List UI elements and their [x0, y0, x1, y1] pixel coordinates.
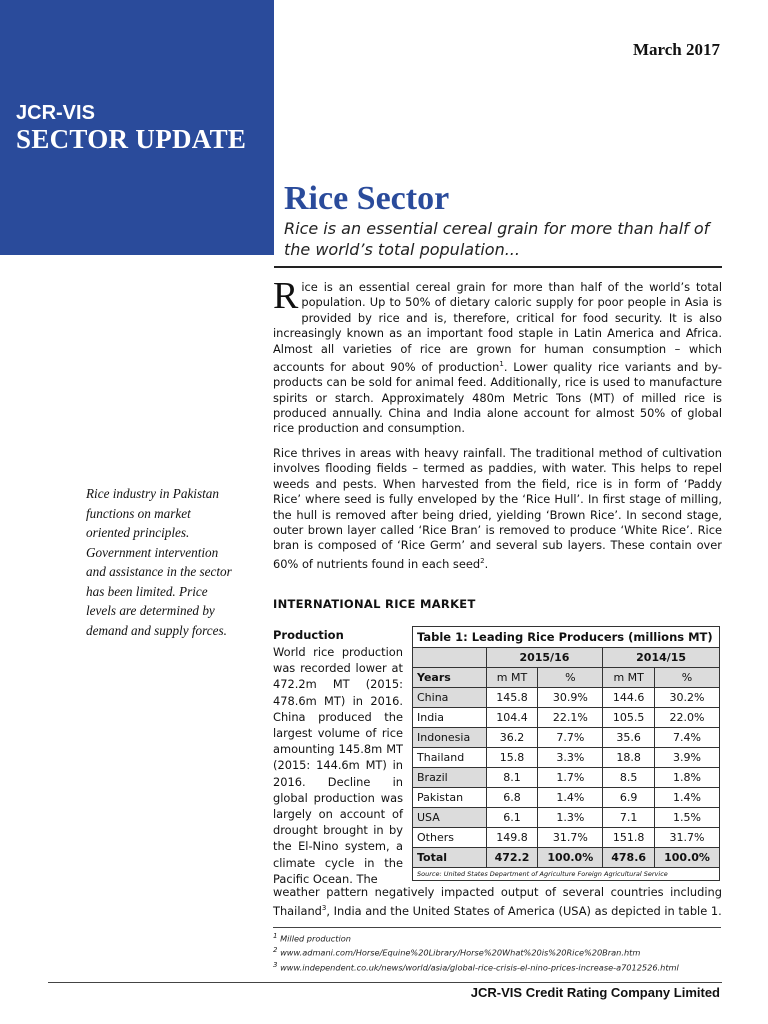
value-cell: 36.2: [486, 728, 538, 748]
total-cell: 100.0%: [655, 848, 720, 868]
production-heading: Production: [273, 628, 344, 642]
cultivation-paragraph: [273, 446, 722, 572]
drop-cap: R: [273, 275, 299, 317]
table-row: [413, 728, 720, 748]
production-continuation: [273, 884, 722, 919]
header-banner: [0, 0, 274, 255]
country-cell: China: [413, 688, 487, 708]
intro-paragraph: [273, 275, 723, 437]
footer-divider: [48, 982, 722, 983]
value-cell: 18.8: [603, 748, 655, 768]
table-row: [413, 708, 720, 728]
year-header-2: 2014/15: [603, 648, 720, 668]
cultivation-text: Rice thrives in areas with heavy rainfall. The traditional method of cultivation involves flooding fields – termed as paddies, with water. This helps to repel weeds and pests. When harvested from the field, rice is in form of ‘Paddy Rice’ where seed is fully enveloped by the ‘Rice Hull’. In first stage of milling, the hull is removed after being dried, yielding ‘Brown Rice’. In second stage, outer brown layer called ‘Rice Bran’ is removed to produce ‘White Rice’. Rice bran is composed of ‘Rice Germ’ and several sub layers. These contain over 60% of nutrients found in each seed: [273, 446, 722, 571]
value-cell: 31.7%: [538, 828, 603, 848]
footnote-number: 3: [273, 960, 278, 969]
total-cell: 478.6: [603, 848, 655, 868]
table-total-row: [413, 848, 720, 868]
intro-text-2: . Lower quality rice variants and by-products can be sold for animal feed. Additionally, rice is used to manufacture spirits or starch. Approximately 480m Metric Tons (MT) of milled rice is produced annually. China and India alone account for almost 50% of global rice production and consumption.: [273, 359, 723, 436]
production-text: World rice production was recorded lower at 472.2m MT (2015: 478.6m MT) in 2016. China produced the largest volume of rice amounting 145.8m MT (2015: 144.6m MT) in 2016. Decline in global production was largely on account of drought brought in by the El-Nino system, a climate cycle in the Pacific Ocean. The: [273, 645, 403, 886]
footnote-2: [273, 945, 733, 959]
footnote-ref-2: 2: [480, 556, 485, 565]
footnotes: [273, 931, 733, 974]
table-caption: Table 1: Leading Rice Producers (millions MT): [413, 627, 720, 648]
production-cont-text-2: , India and the United States of America (USA) as depicted in table 1.: [326, 903, 722, 918]
table-row: [413, 748, 720, 768]
table-source: Source: United States Department of Agriculture Foreign Agricultural Service: [413, 868, 720, 881]
country-cell: USA: [413, 808, 487, 828]
country-cell: Indonesia: [413, 728, 487, 748]
value-cell: 7.7%: [538, 728, 603, 748]
production-cont-text: weather pattern negatively impacted output of several countries including Thailand: [273, 885, 722, 918]
value-cell: 35.6: [603, 728, 655, 748]
cultivation-end: .: [484, 556, 489, 571]
value-cell: 6.8: [486, 788, 538, 808]
footnote-ref-3: 3: [321, 904, 327, 912]
value-cell: 1.5%: [655, 808, 720, 828]
footnote-3: [273, 960, 733, 974]
value-cell: 1.4%: [538, 788, 603, 808]
table-row: [413, 788, 720, 808]
value-cell: 6.1: [486, 808, 538, 828]
country-cell: Pakistan: [413, 788, 487, 808]
value-cell: 8.1: [486, 768, 538, 788]
value-cell: 22.1%: [538, 708, 603, 728]
value-cell: 30.2%: [655, 688, 720, 708]
table-corner: [413, 648, 487, 668]
value-cell: 3.3%: [538, 748, 603, 768]
value-cell: 30.9%: [538, 688, 603, 708]
title-divider: [274, 266, 722, 268]
years-label: Years: [413, 668, 487, 688]
total-label: Total: [413, 848, 487, 868]
table-row: [413, 808, 720, 828]
footer-company: JCR-VIS Credit Rating Company Limited: [470, 985, 720, 1000]
country-cell: Brazil: [413, 768, 487, 788]
report-date: March 2017: [632, 40, 720, 59]
country-cell: India: [413, 708, 487, 728]
section-heading: INTERNATIONAL RICE MARKET: [273, 597, 476, 611]
footnote-ref-1: 1: [499, 360, 504, 369]
total-cell: 472.2: [486, 848, 538, 868]
table-row: [413, 828, 720, 848]
footnote-1: [273, 931, 733, 945]
value-cell: 104.4: [486, 708, 538, 728]
col-header: m MT: [486, 668, 538, 688]
table-row: [413, 768, 720, 788]
page-subtitle: Rice is an essential cereal grain for more than half of the world’s total population...: [284, 219, 710, 259]
value-cell: 7.1: [603, 808, 655, 828]
year-header-1: 2015/16: [486, 648, 603, 668]
col-header: m MT: [603, 668, 655, 688]
value-cell: 31.7%: [655, 828, 720, 848]
country-cell: Others: [413, 828, 487, 848]
value-cell: 145.8: [486, 688, 538, 708]
value-cell: 8.5: [603, 768, 655, 788]
value-cell: 151.8: [603, 828, 655, 848]
value-cell: 1.4%: [655, 788, 720, 808]
footnote-number: 1: [273, 932, 278, 940]
value-cell: 144.6: [603, 688, 655, 708]
footnote-text: Milled production: [280, 933, 351, 944]
table-row: [413, 688, 720, 708]
pull-quote: Rice industry in Pakistan functions on market oriented principles. Government intervention and assistance in the sector has been limited. Price levels are determined by demand and supply forces.: [86, 486, 232, 638]
value-cell: 1.7%: [538, 768, 603, 788]
value-cell: 1.3%: [538, 808, 603, 828]
value-cell: 15.8: [486, 748, 538, 768]
total-cell: 100.0%: [538, 848, 603, 868]
page-title: Rice Sector: [284, 180, 450, 217]
banner-title: SECTOR UPDATE: [16, 124, 247, 154]
footnote-divider: [273, 927, 721, 928]
value-cell: 1.8%: [655, 768, 720, 788]
footnote-number: 2: [273, 946, 278, 955]
intro-text: ice is an essential cereal grain for more than half of the world’s total population. Up to 50% of dietary caloric supply for poor people in Asia is provided by rice and is, therefore, critical for food security. It is also increasingly known as an important food staple in Latin America and Africa. Almost all varieties of rice are grown for human consumption – which accounts for about 90% of production: [273, 280, 722, 374]
country-cell: Thailand: [413, 748, 487, 768]
value-cell: 22.0%: [655, 708, 720, 728]
footnote-link[interactable]: www.independent.co.uk/news/world/asia/global-rice-crisis-el-nino-prices-increase-a7012526.html: [280, 962, 679, 973]
value-cell: 6.9: [603, 788, 655, 808]
rice-producers-table: [412, 626, 720, 881]
col-header: %: [655, 668, 720, 688]
value-cell: 3.9%: [655, 748, 720, 768]
value-cell: 105.5: [603, 708, 655, 728]
banner-brand: JCR-VIS: [16, 102, 95, 124]
footnote-link[interactable]: www.admani.com/Horse/Equine%20Library/Horse%20What%20is%20Rice%20Bran.htm: [280, 948, 641, 959]
value-cell: 149.8: [486, 828, 538, 848]
col-header: %: [538, 668, 603, 688]
value-cell: 7.4%: [655, 728, 720, 748]
